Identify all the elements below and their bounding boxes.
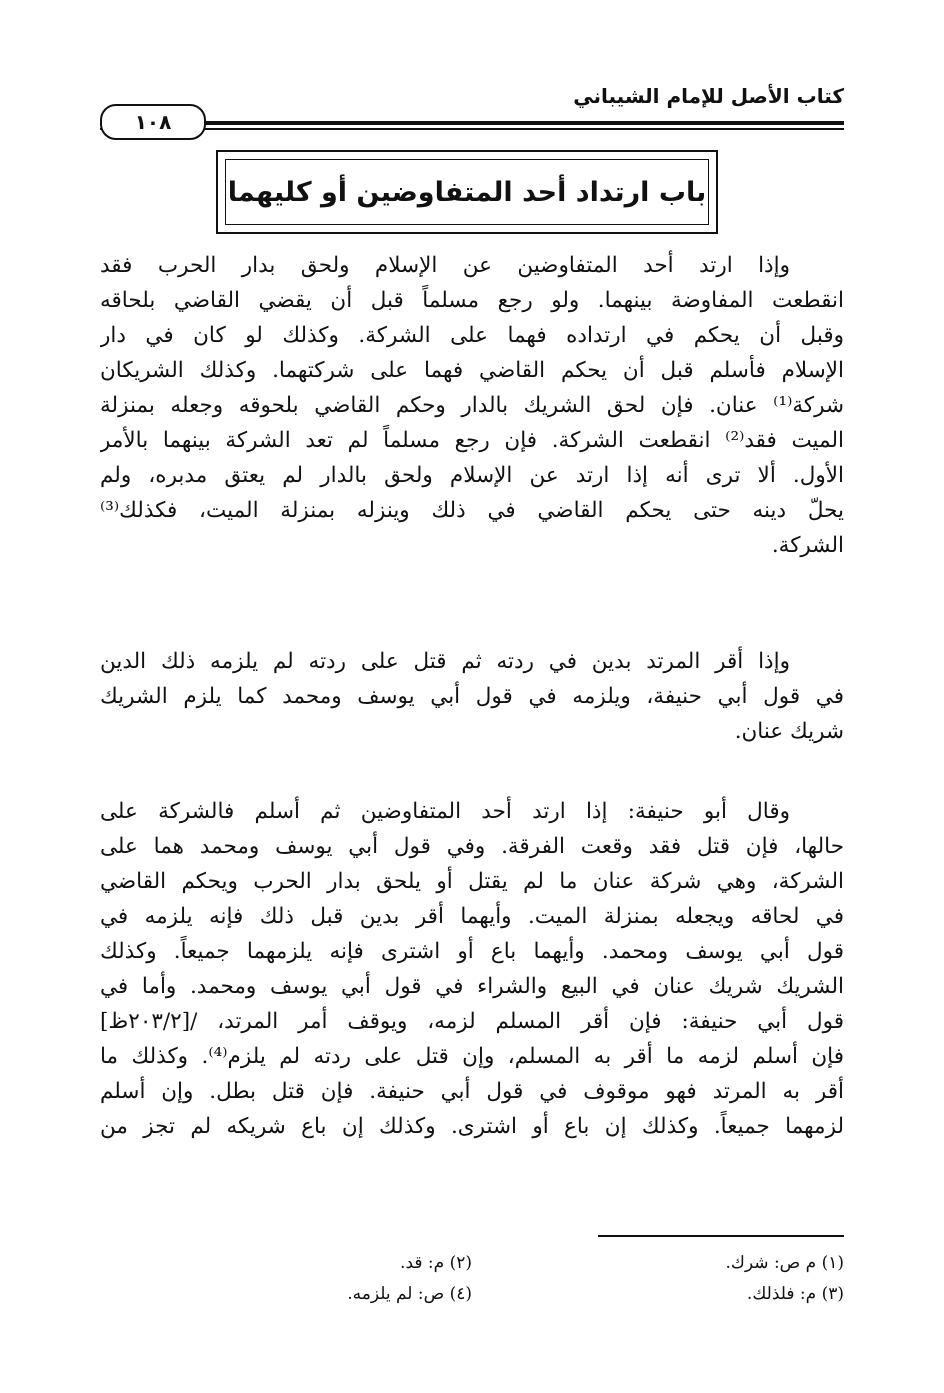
footnote-text: ص: لم يلزمه. bbox=[347, 1284, 445, 1304]
text-line: لزمهما جميعاً. وكذلك إن باع أو اشترى. وكذلك إن باع شريكه لم تجز من bbox=[100, 1114, 844, 1139]
text-line: انقطعت المفاوضة بينهما. ولو رجع مسلماً قبل أن يقضي القاضي بلحاقه bbox=[100, 288, 844, 313]
text-line: في قول أبي حنيفة، ويلزمه في قول أبي يوسف ومحمد كما يلزم الشريك bbox=[100, 684, 844, 709]
running-header-title: كتاب الأصل للإمام الشيباني bbox=[573, 84, 844, 108]
text-line: وإذا أقر المرتد بدين في ردته ثم قتل على ردته لم يلزمه ذلك الدين bbox=[100, 649, 790, 674]
page-number: ١٠٨ bbox=[134, 110, 172, 134]
text-line: الشركة، وهي شركة عنان ما لم يقتل أو يلحق بدار الحرب ويحكم القاضي bbox=[100, 869, 844, 894]
footnote-number: (٢) bbox=[449, 1253, 472, 1273]
text-line: شريك عنان. bbox=[734, 719, 844, 744]
text-line: قول أبي حنيفة: فإن أقر المسلم لزمه، ويوقف أمر المرتد، /[٢٠٣/٢ظ] bbox=[100, 1009, 844, 1034]
chapter-title-inner-frame bbox=[225, 159, 709, 225]
text-line: الإسلام فأسلم قبل أن يحكم القاضي فهما على شركتهما. وكذلك الشريكان bbox=[100, 358, 844, 383]
text-line: يحلّ دينه حتى يحكم القاضي في ذلك وينزله بمنزلة الميت، فكذلك⁽³⁾ bbox=[100, 498, 844, 523]
text-line: الشريك شريك عنان في البيع والشراء في قول أبي يوسف ومحمد. وأما في bbox=[100, 974, 844, 999]
footnote-text: م: قد. bbox=[400, 1253, 445, 1273]
chapter-title-frame bbox=[216, 150, 718, 234]
footnote-number: (١) bbox=[821, 1253, 844, 1273]
text-line: أقر به المرتد فهو موقوف في قول أبي حنيفة. فإن قتل بطل. وإن أسلم bbox=[100, 1079, 844, 1104]
text-line: حالها، فإن قتل فقد وقعت الفرقة. وفي قول أبي يوسف ومحمد هما على bbox=[100, 834, 844, 859]
chapter-title: باب ارتداد أحد المتفاوضين أو كليهما bbox=[227, 176, 707, 208]
paragraph-2 bbox=[100, 644, 844, 749]
text-line: وقال أبو حنيفة: إذا ارتد أحد المتفاوضين ثم أسلم فالشركة على bbox=[100, 799, 790, 824]
footnote-text: م ص: شرك. bbox=[725, 1253, 817, 1273]
footnote-number: (٣) bbox=[821, 1284, 844, 1304]
paragraph-3 bbox=[100, 794, 844, 1144]
text-line: قول أبي يوسف ومحمد. وأيهما باع أو اشترى فإنه يلزمهما جميعاً. وكذلك bbox=[100, 939, 844, 964]
footnote-text: م: فلذلك. bbox=[746, 1284, 817, 1304]
text-line: الشركة. bbox=[771, 533, 844, 558]
text-line: فإن أسلم لزمه ما أقر به المسلم، وإن قتل على ردته لم يلزم⁽⁴⁾. وكذلك ما bbox=[100, 1044, 844, 1069]
page-number-oval bbox=[100, 104, 206, 140]
footnote-separator bbox=[598, 1235, 844, 1237]
text-line: وقبل أن يحكم في ارتداده فهما على الشركة. وكذلك لو كان في دار bbox=[100, 323, 844, 348]
text-line: الأول. ألا ترى أنه إذا ارتد عن الإسلام ولحق بالدار لم يعتق مدبره، ولم bbox=[100, 463, 844, 488]
text-line: في لحاقه ويجعله بمنزلة الميت. وأيهما أقر بدين قبل ذلك فإنه يلزمه في bbox=[100, 904, 844, 929]
footnote-4 bbox=[347, 1284, 472, 1304]
header-rule-thick bbox=[100, 121, 844, 125]
footnote-3 bbox=[747, 1284, 844, 1304]
text-line: الميت فقد⁽²⁾ انقطعت الشركة. فإن رجع مسلماً لم تعد الشركة بينهما بالأمر bbox=[100, 428, 844, 453]
text-line: وإذا ارتد أحد المتفاوضين عن الإسلام ولحق بدار الحرب فقد bbox=[100, 253, 790, 278]
paragraph-1 bbox=[100, 248, 844, 563]
footnote-2 bbox=[400, 1253, 472, 1273]
header-rule-thin bbox=[100, 128, 844, 130]
footnote-number: (٤) bbox=[449, 1284, 472, 1304]
text-line: شركة⁽¹⁾ عنان. فإن لحق الشريك بالدار وحكم القاضي بلحوقه وجعله بمنزلة bbox=[100, 393, 844, 418]
footnote-1 bbox=[726, 1253, 844, 1273]
